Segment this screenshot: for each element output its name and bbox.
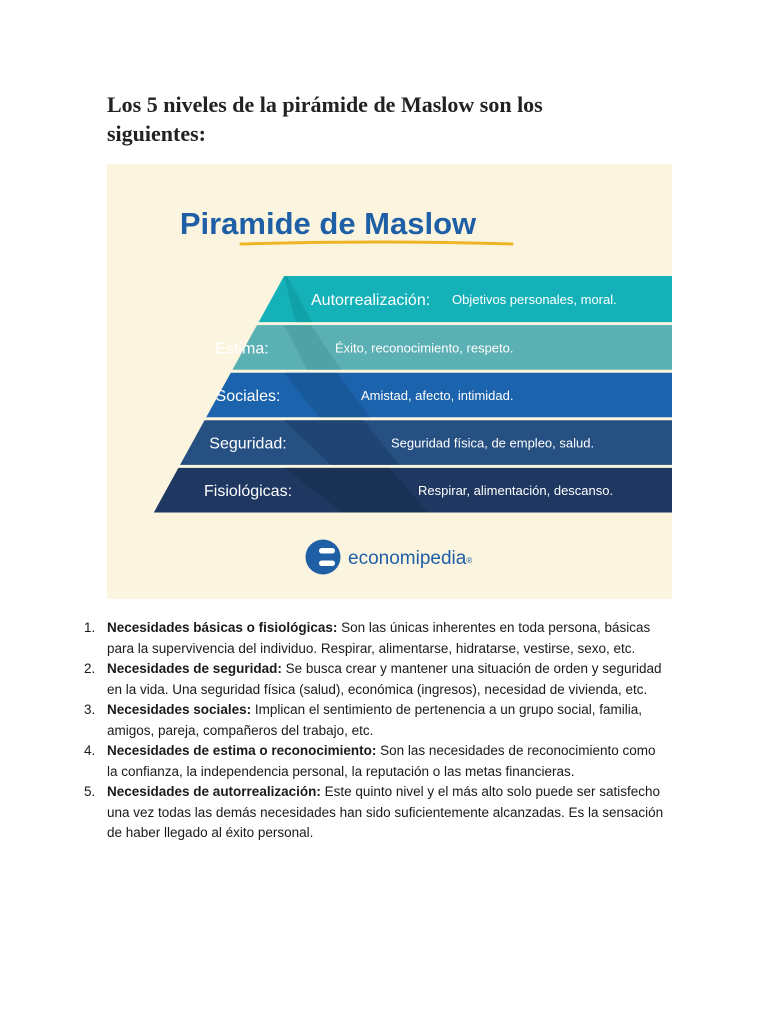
list-item (78, 741, 668, 782)
list-item-text: Se busca crear y mantener una situación de orden y seguridad en la vida. Una seguridad física (salud), económica (ingresos), necesidad de vivienda, etc. (107, 661, 662, 697)
level-name-sociales: Sociales: (215, 388, 281, 405)
list-item (78, 618, 668, 659)
list-item-number: 1. (84, 620, 96, 635)
economipedia-logo (306, 540, 473, 575)
list-item-term: Necesidades de estima o reconocimiento: (107, 743, 377, 758)
list-item-text: Implican el sentimiento de pertenencia a un grupo social, familia, amigos, pareja, compañeros del trabajo, etc. (107, 702, 643, 738)
list-item-number: 3. (84, 702, 96, 717)
list-item-text: Este quinto nivel y el más alto solo puede ser satisfecho una vez todas las demás necesidades han sido suficientemente alcanzadas. Es la sensación de haber llegado al éxito personal. (107, 784, 664, 840)
pyramid-layers (154, 276, 672, 513)
economipedia-brand-name (348, 548, 472, 569)
list-item (78, 782, 668, 844)
level-description-fisiologicas: Respirar, alimentación, descanso. (418, 483, 614, 499)
level-name-autorrealizacion: Autorrealización: (311, 292, 431, 310)
list-item-number: 2. (84, 661, 96, 676)
list-item-text: Son las únicas inherentes en toda persona, básicas para la supervivencia del individuo. Respirar, alimentarse, hidratarse, vestirse, sexo, etc. (107, 620, 651, 656)
level-name-seguridad: Seguridad: (209, 435, 287, 453)
list-item-term: Necesidades de seguridad: (107, 661, 282, 676)
economipedia-logo-icon (306, 540, 341, 575)
level-description-estima: Éxito, reconocimiento, respeto. (335, 340, 514, 356)
maslow-pyramid-infographic (107, 164, 672, 599)
list-item-term: Necesidades sociales: (107, 702, 252, 717)
logo-icon-bar-top (319, 548, 335, 554)
level-description-sociales: Amistad, afecto, intimidad. (361, 388, 514, 403)
list-item (78, 700, 668, 741)
pyramid-svg (107, 164, 672, 599)
list-item-number: 5. (84, 784, 96, 799)
list-item-term: Necesidades de autorrealización: (107, 784, 321, 799)
infographic-title: Piramide de Maslow (179, 206, 477, 241)
list-item-term: Necesidades básicas o fisiológicas: (107, 620, 338, 635)
needs-list (78, 618, 668, 844)
title-underline (241, 242, 512, 244)
level-description-seguridad: Seguridad física, de empleo, salud. (391, 435, 595, 451)
level-name-fisiologicas: Fisiológicas: (203, 483, 293, 501)
list-item-number: 4. (84, 743, 96, 758)
logo-icon-bar-bottom (319, 561, 335, 567)
list-item-text: Son las necesidades de reconocimiento como la confianza, la independencia personal, la reputación o las metas financieras. (107, 743, 656, 779)
page-heading: Los 5 niveles de la pirámide de Maslow son los siguientes: (107, 92, 543, 146)
brand-name-text: economipedia (348, 548, 467, 569)
level-name-estima: Estima: (215, 340, 269, 358)
list-item (78, 659, 668, 700)
brand-registered-mark: ® (466, 556, 473, 565)
level-description-autorrealizacion: Objetivos personales, moral. (452, 292, 617, 308)
